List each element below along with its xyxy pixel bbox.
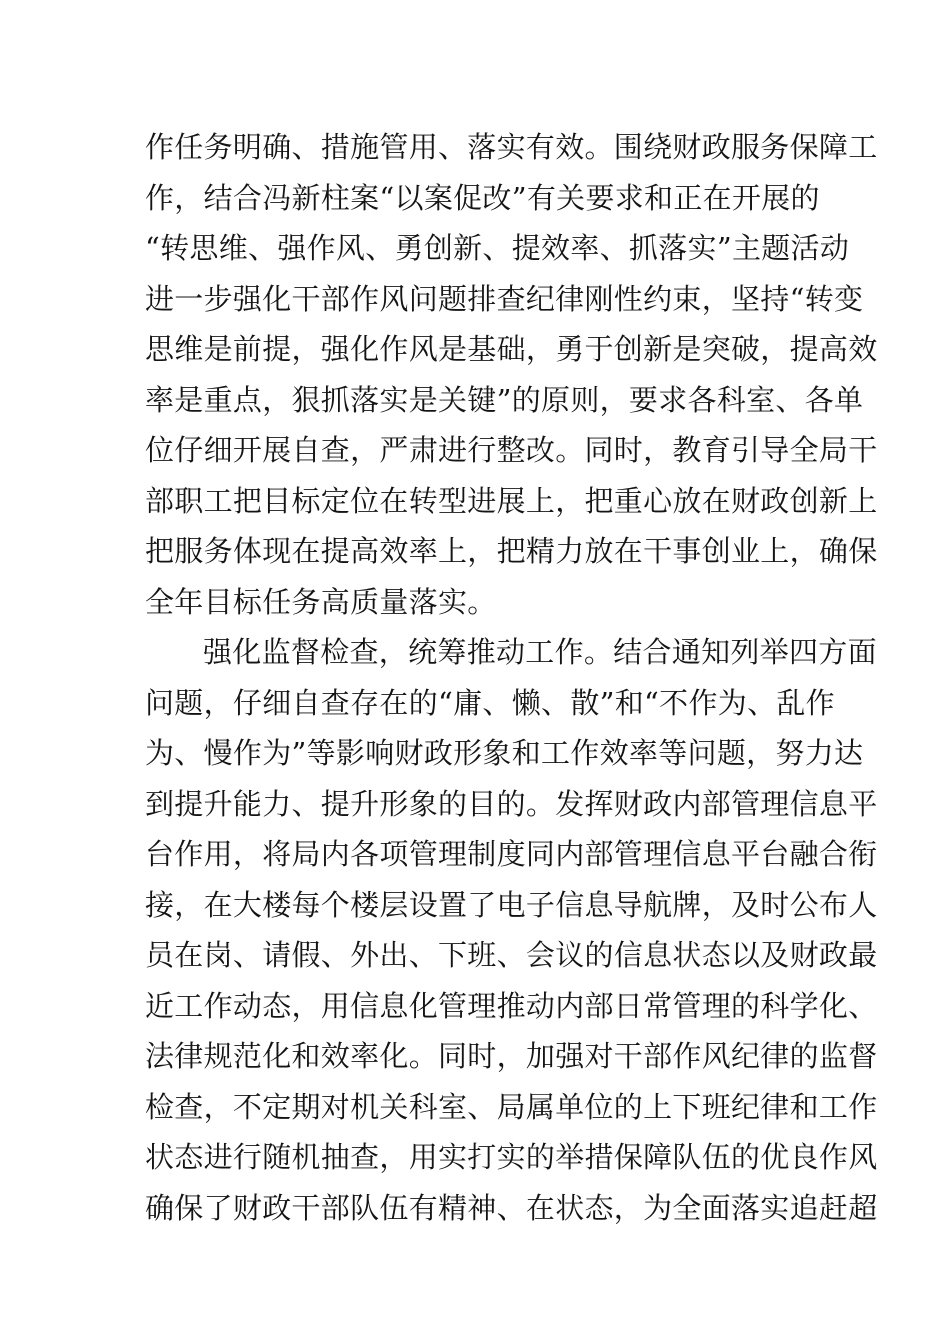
- text-line: 员在岗、请假、外出、下班、会议的信息状态以及财政最: [145, 938, 878, 972]
- text-line: 法律规范化和效率化。同时，加强对干部作风纪律的监督: [145, 1039, 878, 1073]
- text-line: 进一步强化干部作风问题排查纪律刚性约束，坚持“转变: [145, 281, 864, 316]
- text-line: 检查，不定期对机关科室、局属单位的上下班纪律和工作: [145, 1089, 878, 1124]
- text-line: “转思维、强作风、勇创新、提效率、抓落实”主题活动: [145, 231, 850, 265]
- text-line: 为、慢作为”等影响财政形象和工作效率等问题，努力达: [145, 736, 864, 770]
- text-line: 把服务体现在提高效率上，把精力放在干事创业上，确保: [145, 534, 878, 568]
- text-line: 部职工把目标定位在转型进展上，把重心放在财政创新上: [145, 483, 878, 518]
- text-line: 率是重点，狠抓落实是关键”的原则，要求各科室、各单: [145, 382, 864, 417]
- text-line: 作任务明确、措施管用、落实有效。围绕财政服务保障工: [145, 130, 878, 164]
- text-line: 位仔细开展自查，严肃进行整改。同时，教育引导全局干: [145, 433, 878, 467]
- document-body: [145, 122, 878, 1233]
- text-line: 确保了财政干部队伍有精神、在状态，为全面落实追赶超: [145, 1190, 878, 1225]
- paragraph-2: [145, 627, 878, 1233]
- text-line: 问题，仔细自查存在的“庸、懒、散”和“不作为、乱作: [145, 685, 835, 720]
- text-line: 作，结合冯新柱案“以案促改”有关要求和正在开展的: [145, 180, 820, 215]
- text-line: 台作用，将局内各项管理制度同内部管理信息平台融合衔: [145, 837, 878, 871]
- text-line: 强化监督检查，统筹推动工作。结合通知列举四方面: [203, 635, 877, 669]
- text-line: 到提升能力、提升形象的目的。发挥财政内部管理信息平: [145, 786, 878, 821]
- text-line: 状态进行随机抽查，用实打实的举措保障队伍的优良作风: [145, 1140, 878, 1174]
- text-line: 接，在大楼每个楼层设置了电子信息导航牌，及时公布人: [145, 887, 878, 922]
- text-line: 思维是前提，强化作风是基础，勇于创新是突破，提高效: [145, 332, 878, 366]
- text-line: 近工作动态，用信息化管理推动内部日常管理的科学化、: [145, 988, 878, 1023]
- text-line: 全年目标任务高质量落实。: [145, 584, 497, 619]
- paragraph-1: [145, 122, 878, 627]
